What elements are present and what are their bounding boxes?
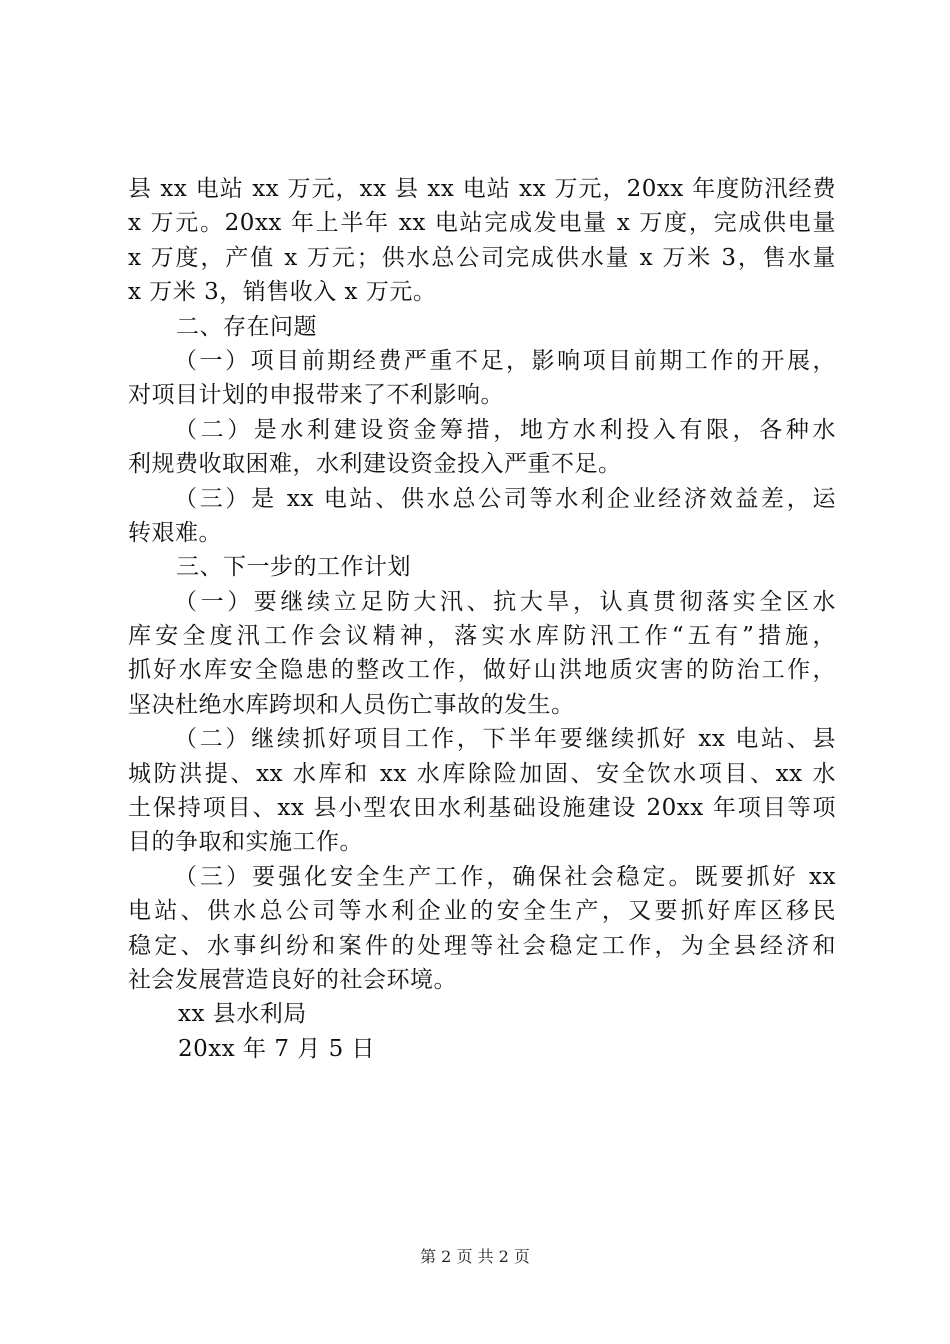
document-body <box>128 172 836 1066</box>
text-line: 县 xx 电站 xx 万元，xx 县 xx 电站 xx 万元，20xx 年度防汛经费 <box>128 176 836 202</box>
text-line: 社会发展营造良好的社会环境。 <box>128 966 457 993</box>
text-line: 对项目计划的申报带来了不利影响。 <box>128 382 504 409</box>
page-number-footer: 第 2 页 共 2 页 <box>420 1247 530 1266</box>
text-line: 目的争取和实施工作。 <box>128 829 363 856</box>
signature-date: 20xx 年 7 月 5 日 <box>178 1035 376 1062</box>
text-line: 库安全度汛工作会议精神，落实水库防汛工作“五有”措施， <box>128 623 836 650</box>
text-line: 城防洪提、xx 水库和 xx 水库除险加固、安全饮水项目、xx 水 <box>128 760 836 787</box>
text-line: （二）继续抓好项目工作，下半年要继续抓好 xx 电站、县 <box>174 726 836 753</box>
paragraph-plan-3 <box>128 860 836 998</box>
text-line: （三）是 xx 电站、供水总公司等水利企业经济效益差，运 <box>174 485 836 512</box>
text-line: （一）要继续立足防大汛、抗大旱，认真贯彻落实全区水 <box>174 588 836 615</box>
paragraph-plan-1 <box>128 585 836 723</box>
text-line: （二）是水利建设资金筹措，地方水利投入有限，各种水 <box>174 416 836 443</box>
paragraph-problem-1 <box>128 344 836 413</box>
text-line: 稳定、水事纠纷和案件的处理等社会稳定工作，为全县经济和 <box>128 932 836 959</box>
text-line: x 万米 3，销售收入 x 万元。 <box>128 279 437 306</box>
paragraph-plan-2 <box>128 722 836 860</box>
text-line: 电站、供水总公司等水利企业的安全生产，又要抓好库区移民 <box>128 898 836 925</box>
paragraph-problem-3 <box>128 482 836 551</box>
section-heading-problems: 二、存在问题 <box>176 313 317 340</box>
text-line: 转艰难。 <box>128 519 222 546</box>
text-line: （一）项目前期经费严重不足，影响项目前期工作的开展， <box>174 347 836 374</box>
text-line: x 万元。20xx 年上半年 xx 电站完成发电量 x 万度，完成供电量 <box>128 210 836 237</box>
text-line: 土保持项目、xx 县小型农田水利基础设施建设 20xx 年项目等项 <box>128 795 836 822</box>
text-line: x 万度，产值 x 万元；供水总公司完成供水量 x 万米 3，售水量 <box>128 244 836 271</box>
text-line: 利规费收取困难，水利建设资金投入严重不足。 <box>128 451 622 478</box>
text-line: （三）要强化安全生产工作，确保社会稳定。既要抓好 xx <box>174 863 836 890</box>
paragraph-problem-2 <box>128 413 836 482</box>
section-heading-work-plan: 三、下一步的工作计划 <box>176 554 411 581</box>
paragraph-funding-summary <box>128 172 836 310</box>
signature-org: xx 县水利局 <box>178 1001 307 1028</box>
text-line: 抓好水库安全隐患的整改工作，做好山洪地质灾害的防治工作， <box>128 657 836 684</box>
text-line: 坚决杜绝水库跨坝和人员伤亡事故的发生。 <box>128 691 575 718</box>
